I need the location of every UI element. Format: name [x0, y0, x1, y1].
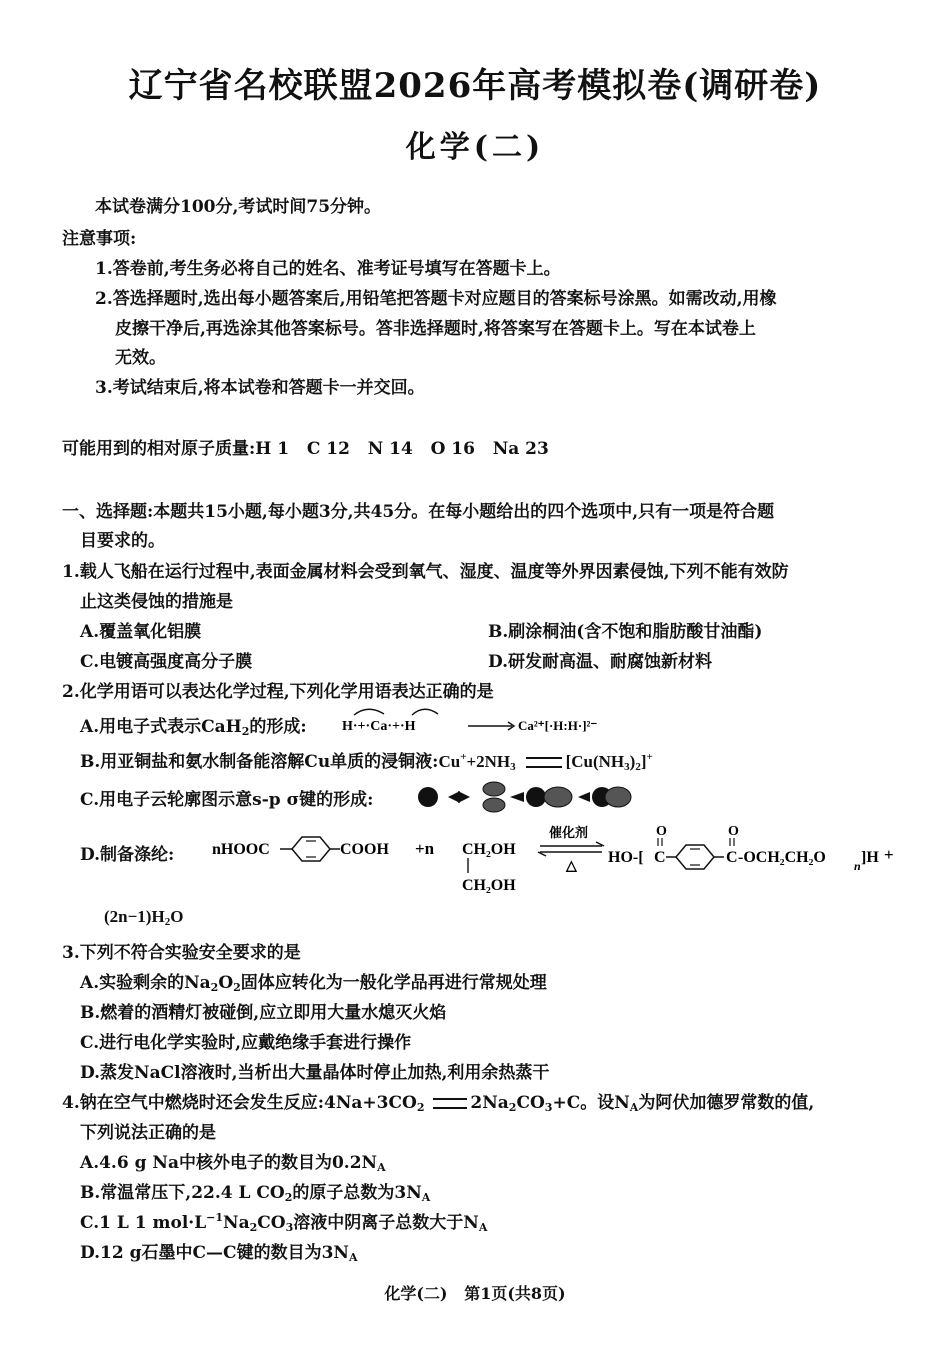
terephthalic-acid-left: nHOOC	[212, 841, 270, 858]
heat-label: △	[566, 859, 577, 874]
exam-info: 本试卷满分100分,考试时间75分钟。	[95, 197, 382, 217]
equals-sign-icon	[526, 757, 562, 768]
polymer-n: n	[854, 859, 861, 873]
carbonyl-c2: C	[726, 849, 738, 866]
equals-sign-icon	[433, 1098, 467, 1109]
section-heading-cont: 目要求的。	[80, 531, 165, 551]
electron-arrow-icon	[412, 709, 438, 715]
q4-option-b: B.常温常压下,22.4 L $CO_2$的原子总数为$3N_A$	[80, 1183, 431, 1204]
product-h: ]H	[861, 849, 879, 866]
q2a-electron-formula	[340, 702, 600, 738]
overlap-p-icon	[605, 787, 631, 807]
carbonyl-o1: O	[656, 824, 667, 839]
carbonyl-o2: O	[728, 824, 739, 839]
arrow-right-icon	[510, 792, 524, 802]
q3-stem: 3.下列不符合实验安全要求的是	[62, 943, 301, 963]
q3-option-c: C.进行电化学实验时,应戴绝缘手套进行操作	[80, 1033, 412, 1053]
q2-option-a: A.用电子式表示CaH$_2$的形成:	[80, 717, 307, 738]
q1-option-b: B.刷涂桐油(含不饱和脂肪酸甘油酯)	[488, 622, 763, 642]
atomic-masses: 可能用到的相对原子质量:H 1 C 12 N 14 O 16 Na 23	[62, 439, 549, 459]
p-orbital-lobe-icon	[483, 798, 505, 812]
q4-option-a: A.4.6 g Na中核外电子的数目为$0.2N_A$	[80, 1153, 386, 1174]
q1-option-a: A.覆盖氧化铝膜	[80, 622, 202, 642]
page-footer: 化学(二) 第1页(共8页)	[384, 1284, 566, 1303]
q4-option-c: C.1 L 1 $mol\cdot L^{-1}Na_2CO_3$溶液中阴离子总数大于$N_A$	[80, 1211, 488, 1234]
terephthalic-acid-right: COOH	[340, 841, 389, 858]
q2-option-c: C.用电子云轮廓图示意s-p σ键的形成:	[80, 790, 374, 810]
s-orbital-icon	[526, 787, 546, 807]
plus-n: +n	[415, 839, 435, 858]
q1-stem: 1.载人飞船在运行过程中,表面金属材料会受到氧气、湿度、温度等外界因素侵蚀,下列不能有效防	[62, 562, 789, 582]
note-2: 2.答选择题时,选出每小题答案后,用铅笔把答题卡对应题目的答案标号涂黑。如需改动,用橡	[95, 289, 777, 309]
q3-option-b: B.燃着的酒精灯被碰倒,应立即用大量水熄灭火焰	[80, 1003, 447, 1023]
exam-subtitle: 化学(二)	[405, 130, 545, 165]
q2-option-b: B.用亚铜盐和氨水制备能溶解Cu单质的浸铜液$:Cu^++2NH_3$ $[Cu(NH_3)_2]^+$	[80, 751, 653, 773]
p-orbital-icon	[544, 787, 572, 807]
q2-stem: 2.化学用语可以表达化学过程,下列化学用语表达正确的是	[62, 682, 494, 702]
notes-heading: 注意事项:	[62, 229, 137, 249]
section-heading: 一、选择题:本题共15小题,每小题3分,共45分。在每小题给出的四个选项中,只有一项是符合题	[62, 502, 775, 522]
exam-title: 辽宁省名校联盟2026年高考模拟卷(调研卷)	[128, 66, 822, 106]
cah2-reactants: H·+·Ca·+·H	[342, 719, 416, 734]
product-start: HO-[	[608, 849, 644, 866]
q3-option-d: D.蒸发NaCl溶液时,当析出大量晶体时停止加热,利用余热蒸干	[80, 1063, 550, 1083]
note-1: 1.答卷前,考生务必将自己的姓名、准考证号填写在答题卡上。	[95, 259, 561, 279]
plus-tail: +	[884, 845, 894, 864]
q2-option-d: D.制备涤纶:	[80, 845, 175, 865]
arrow-right-icon	[458, 791, 470, 803]
q3-option-a: A.实验剩余的$Na_2O_2$固体应转化为一般化学品再进行常规处理	[80, 973, 547, 994]
sp-sigma-bond-diagram	[412, 780, 634, 814]
product-end: -OCH₂CH₂O	[738, 849, 826, 866]
electron-arrow-icon	[354, 709, 384, 715]
s-orbital-icon	[418, 787, 438, 807]
glycol-bottom: CH₂OH	[462, 877, 516, 894]
glycol-top: CH₂OH	[462, 841, 516, 858]
dacron-equation	[210, 815, 900, 900]
q2d-water-term: $(2n-1)H_2O$	[104, 907, 184, 928]
arrow-right-icon	[578, 792, 590, 802]
carbonyl-c1: C	[654, 849, 666, 866]
note-2-cont: 皮擦干净后,再选涂其他答案标号。答非选择题时,将答案写在答题卡上。写在本试卷上	[115, 319, 756, 339]
q4-stem-cont: 下列说法正确的是	[80, 1123, 216, 1143]
q1-option-d: D.研发耐高温、耐腐蚀新材料	[488, 652, 713, 672]
cah2-product: Ca²⁺[·H:H·]²⁻	[518, 718, 598, 733]
catalyst-label: 催化剂	[549, 825, 589, 840]
q4-option-d: D.12 g石墨中C—C键的数目为$3N_A$	[80, 1243, 358, 1264]
q4-stem: 4.钠在空气中燃烧时还会发生反应$:4Na+3CO_2$ $2Na_2CO_3+C$。设$N_A$为阿伏加德罗常数的值,	[62, 1093, 815, 1114]
q1-stem-cont: 止这类侵蚀的措施是	[80, 592, 233, 612]
note-3: 3.考试结束后,将本试卷和答题卡一并交回。	[95, 378, 425, 398]
p-orbital-lobe-icon	[483, 782, 505, 796]
q1-option-c: C.电镀高强度高分子膜	[80, 652, 253, 672]
note-2-end: 无效。	[115, 348, 166, 368]
